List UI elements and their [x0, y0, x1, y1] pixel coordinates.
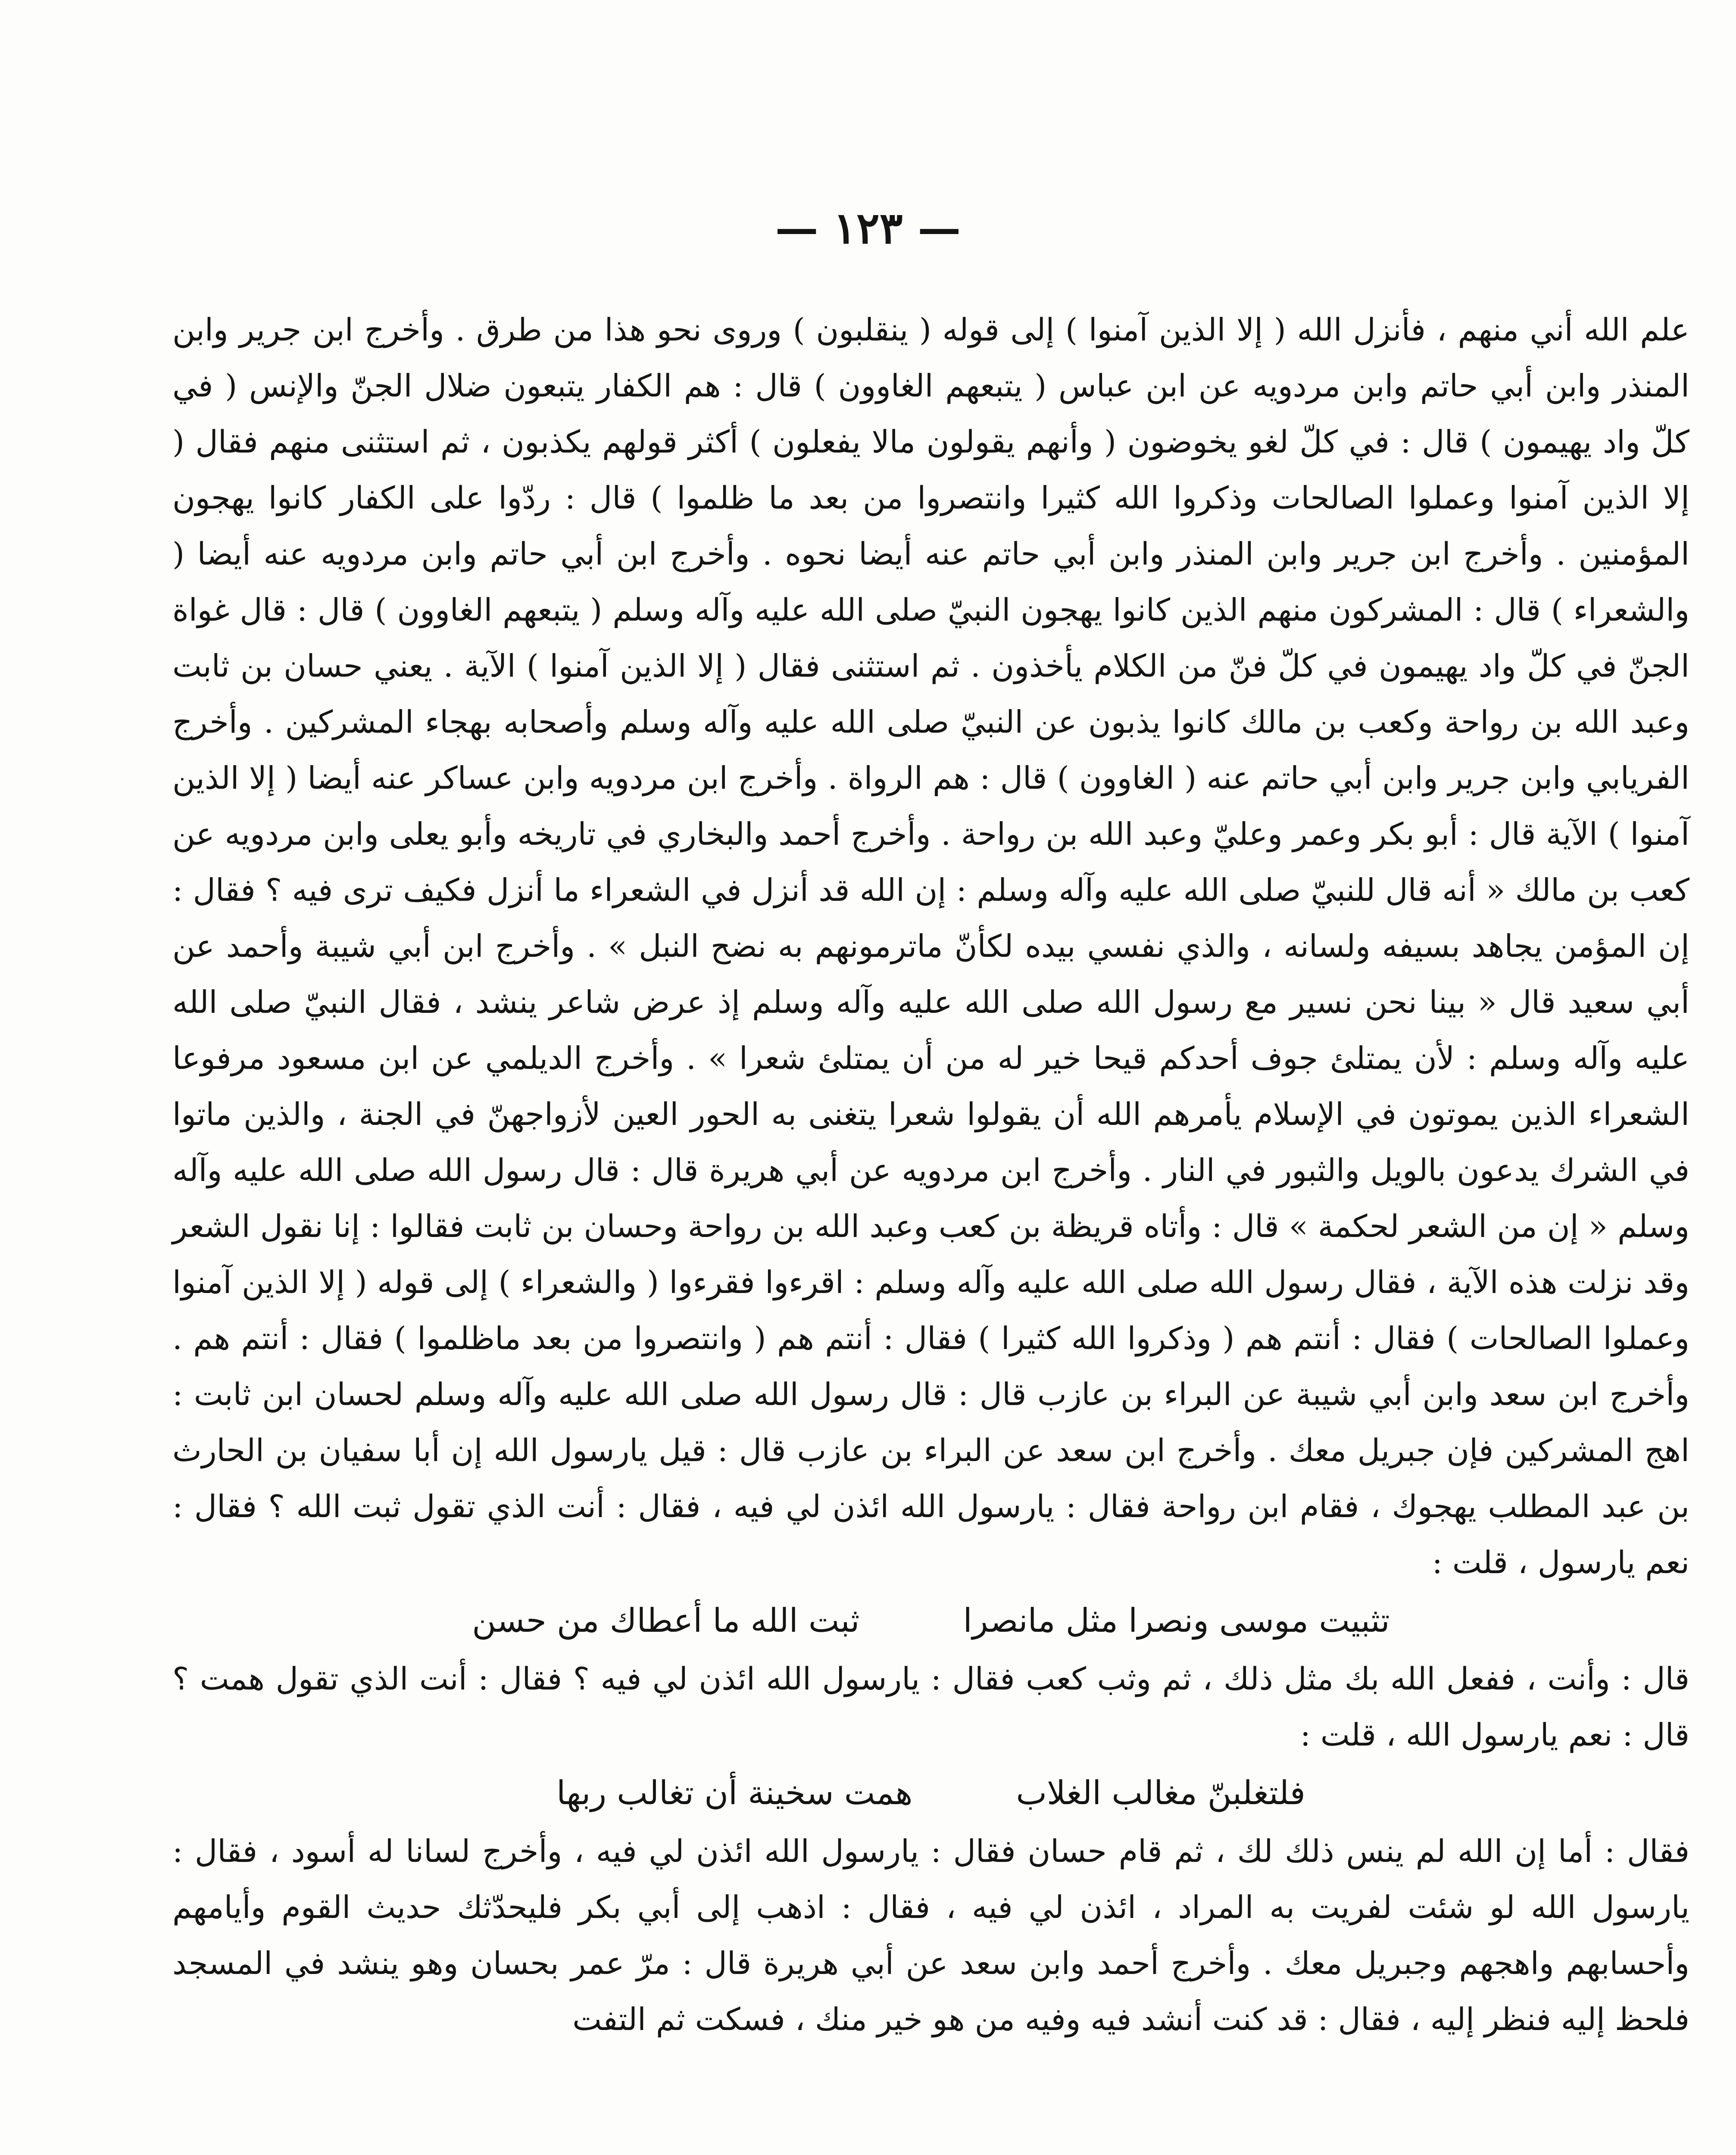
verse-2-second-hemistich: فلتغلبنّ مغالب الغلاب — [1016, 1774, 1305, 1812]
verse-1 — [172, 1590, 1689, 1651]
paragraph-2: قال : وأنت ، ففعل الله بك مثل ذلك ، ثم وثب كعب فقال : يارسول الله ائذن لي فيه ؟ فقال : أنت الذي تقول همت ؟ قال : نعم يارسول الله ، قلت : — [172, 1661, 1689, 1753]
verse-1-first-hemistich: ثبت الله ما أعطاك من حسن — [472, 1601, 860, 1640]
verse-1-second-hemistich: تثبيت موسى ونصرا مثل مانصرا — [963, 1601, 1390, 1640]
verse-2-first-hemistich: همت سخينة أن تغالب ربها — [556, 1774, 913, 1812]
body-text — [172, 302, 1689, 2047]
page-number: — ١٢٣ — — [775, 203, 961, 253]
paragraph-1: علم الله أني منهم ، فأنزل الله ( إلا الذين آمنوا ) إلى قوله ( ينقلبون ) وروى نحو هذا من طرق . وأخرج ابن جرير وابن المنذر وابن أبي حاتم وابن مردويه عن ابن عباس ( يتبعهم الغاوون ) قال : هم الكفار يتبعون ضلال الجنّ والإنس ( في كلّ واد يهيمون ) قال : في كلّ لغو يخوضون ( وأنهم يقولون مالا يفعلون ) أكثر قولهم يكذبون ، ثم استثنى منهم فقال ( إلا الذين آمنوا وعملوا الصالحات وذكروا الله كثيرا وانتصروا من بعد ما ظلموا ) قال : ردّوا على الكفار كانوا يهجون المؤمنين . وأخرج ابن جرير وابن المنذر وابن أبي حاتم عنه أيضا نحوه . وأخرج ابن أبي حاتم وابن مردويه عنه أيضا ( والشعراء ) قال : المشركون منهم الذين كانوا يهجون النبيّ صلى الله عليه وآله وسلم ( يتبعهم الغاوون ) قال : قال غواة الجنّ في كلّ واد يهيمون في كلّ فنّ من الكلام يأخذون . ثم استثنى فقال ( إلا الذين آمنوا ) الآية . يعني حسان بن ثابت وعبد الله بن رواحة وكعب بن مالك كانوا يذبون عن النبيّ صلى الله عليه وآله وسلم وأصحابه بهجاء المشركين . وأخرج الفريابي وابن جرير وابن أبي حاتم عنه ( الغاوون ) قال : هم الرواة . وأخرج ابن مردويه وابن عساكر عنه أيضا ( إلا الذين آمنوا ) الآية قال : أبو بكر وعمر وعليّ وعبد الله بن رواحة . وأخرج أحمد والبخاري في تاريخه وأبو يعلى وابن مردويه عن كعب بن مالك « أنه قال للنبيّ صلى الله عليه وآله وسلم : إن الله قد أنزل في الشعراء ما أنزل فكيف ترى فيه ؟ فقال : إن المؤمن يجاهد بسيفه ولسانه ، والذي نفسي بيده لكأنّ ماترمونهم به نضح النبل » . وأخرج ابن أبي شيبة وأحمد عن أبي سعيد قال « بينا نحن نسير مع رسول الله صلى الله عليه وآله وسلم إذ عرض شاعر ينشد ، فقال النبيّ صلى الله عليه وآله وسلم : لأن يمتلئ جوف أحدكم قيحا خير له من أن يمتلئ شعرا » . وأخرج الديلمي عن ابن مسعود مرفوعا الشعراء الذين يموتون في الإسلام يأمرهم الله أن يقولوا شعرا يتغنى به الحور العين لأزواجهنّ في الجنة ، والذين ماتوا في الشرك يدعون بالويل والثبور في النار . وأخرج ابن مردويه عن أبي هريرة قال : قال رسول الله صلى الله عليه وآله وسلم « إن من الشعر لحكمة » قال : وأتاه قريظة بن كعب وعبد الله بن رواحة وحسان بن ثابت فقالوا : إنا نقول الشعر وقد نزلت هذه الآية ، فقال رسول الله صلى الله عليه وآله وسلم : اقرءوا فقرءوا ( والشعراء ) إلى قوله ( إلا الذين آمنوا وعملوا الصالحات ) فقال : أنتم هم ( وذكروا الله كثيرا ) فقال : أنتم هم ( وانتصروا من بعد ماظلموا ) فقال : أنتم هم . وأخرج ابن سعد وابن أبي شيبة عن البراء بن عازب قال : قال رسول الله صلى الله عليه وآله وسلم لحسان ابن ثابت : اهج المشركين فإن جبريل معك . وأخرج ابن سعد عن البراء بن عازب قال : قيل يارسول الله إن أبا سفيان بن الحارث بن عبد المطلب يهجوك ، فقام ابن رواحة فقال : يارسول الله ائذن لي فيه ، فقال : أنت الذي تقول ثبت الله ؟ فقال : نعم يارسول ، قلت : — [172, 312, 1690, 1580]
verse-2 — [172, 1763, 1689, 1823]
paragraph-3: فقال : أما إن الله لم ينس ذلك لك ، ثم قام حسان فقال : يارسول الله ائذن لي فيه ، وأخرج لسانا له أسود ، فقال : يارسول الله لو شئت لفريت به المراد ، ائذن لي فيه ، فقال : اذهب إلى أبي بكر فليحدّثك حديث القوم وأيامهم وأحسابهم واهجهم وجبريل معك . وأخرج أحمد وابن سعد عن أبي هريرة قال : مرّ عمر بحسان وهو ينشد في المسجد فلحظ إليه فنظر إليه ، فقال : قد كنت أنشد فيه وفيه من هو خير منك ، فسكت ثم التفت — [172, 1833, 1690, 2037]
